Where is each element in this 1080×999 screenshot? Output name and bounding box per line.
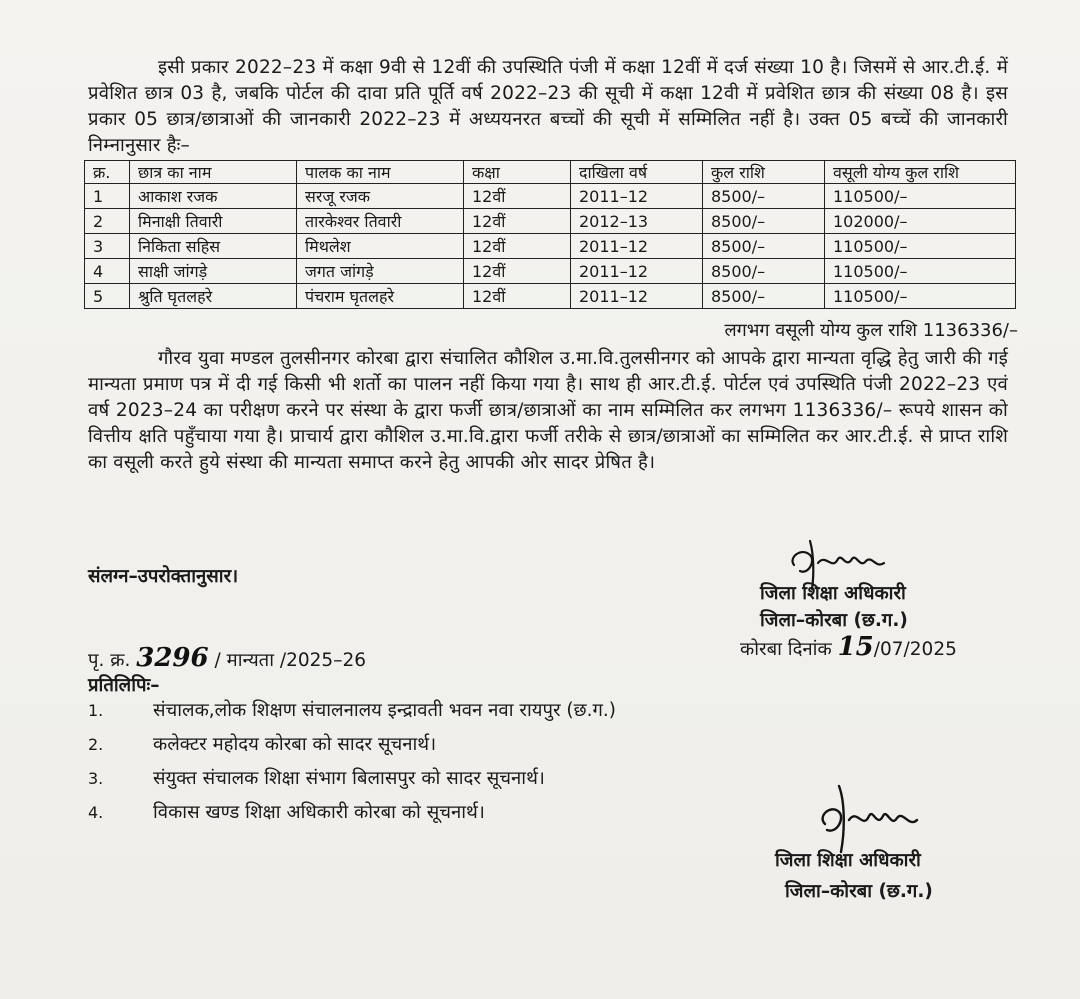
cell-serial: 3 xyxy=(85,234,130,259)
col-header-recoverable-amount: वसूली योग्य कुल राशि xyxy=(825,161,1016,184)
enclosure-note: संलग्न–उपरोक्तानुसार। xyxy=(88,566,239,587)
table-row xyxy=(85,209,1016,234)
dispatch-date xyxy=(740,634,957,663)
date-suffix: /07/2025 xyxy=(873,639,957,660)
cell-admission-year: 2011–12 xyxy=(571,284,703,309)
officer-district: जिला–कोरबा (छ.ग.) xyxy=(785,881,933,902)
list-item-number: 1. xyxy=(88,701,104,720)
cell-class: 12वीं xyxy=(464,259,571,284)
list-item xyxy=(88,694,616,728)
col-header-guardian-name: पालक का नाम xyxy=(297,161,464,184)
total-recoverable-amount: लगभग वसूली योग्य कुल राशि 1136336/– xyxy=(724,320,1018,341)
cell-guardian-name: सरजू रजक xyxy=(297,184,464,209)
table-header-row xyxy=(85,161,1016,184)
cell-student-name: निकिता सहिस xyxy=(130,234,297,259)
cell-serial: 4 xyxy=(85,259,130,284)
cell-serial: 1 xyxy=(85,184,130,209)
col-header-total-amount: कुल राशि xyxy=(703,161,825,184)
table-row xyxy=(85,234,1016,259)
list-item xyxy=(88,728,616,762)
cell-class: 12वीं xyxy=(464,184,571,209)
col-header-admission-year: दाखिला वर्ष xyxy=(571,161,703,184)
list-item-number: 4. xyxy=(88,803,104,822)
cell-admission-year: 2011–12 xyxy=(571,234,703,259)
list-item-text: विकास खण्ड शिक्षा अधिकारी कोरबा को सूचनार्थ। xyxy=(153,802,485,823)
cell-serial: 5 xyxy=(85,284,130,309)
officer-signature-block-copy xyxy=(775,845,933,907)
cell-total-amount: 8500/– xyxy=(703,184,825,209)
reference-number-handwritten: 3296 xyxy=(136,643,209,673)
cell-admission-year: 2011–12 xyxy=(571,259,703,284)
col-header-class: कक्षा xyxy=(464,161,571,184)
date-prefix: कोरबा दिनांक xyxy=(740,639,832,660)
list-item-text: कलेक्टर महोदय कोरबा को सादर सूचनार्थ। xyxy=(153,734,437,755)
list-item-text: संचालक,लोक शिक्षण संचालनालय इन्द्रावती भवन नवा रायपुर (छ.ग.) xyxy=(153,700,617,721)
cell-student-name: मिनाक्षी तिवारी xyxy=(130,209,297,234)
cell-student-name: श्रुति घृतलहरे xyxy=(130,284,297,309)
cell-total-amount: 8500/– xyxy=(703,234,825,259)
cell-recoverable-amount: 110500/– xyxy=(825,259,1016,284)
student-table xyxy=(84,160,1016,309)
table-row xyxy=(85,284,1016,309)
col-header-student-name: छात्र का नाम xyxy=(130,161,297,184)
paragraph-attendance-details xyxy=(88,55,1008,159)
cell-guardian-name: पंचराम घृतलहरे xyxy=(297,284,464,309)
list-item-number: 2. xyxy=(88,735,104,754)
list-item xyxy=(88,796,616,830)
reference-number xyxy=(88,643,366,673)
cell-total-amount: 8500/– xyxy=(703,209,825,234)
cell-guardian-name: मिथलेश xyxy=(297,234,464,259)
cell-total-amount: 8500/– xyxy=(703,284,825,309)
cell-class: 12वीं xyxy=(464,234,571,259)
date-handwritten: 15 xyxy=(837,632,874,662)
reference-suffix: / मान्यता /2025–26 xyxy=(214,650,366,671)
cell-recoverable-amount: 110500/– xyxy=(825,184,1016,209)
copy-to-list xyxy=(88,694,616,830)
col-header-serial: क्र. xyxy=(85,161,130,184)
reference-prefix: पृ. क्र. xyxy=(88,650,131,671)
list-item-text: संयुक्त संचालक शिक्षा संभाग बिलासपुर को सादर सूचनार्थ। xyxy=(153,768,545,789)
copy-to-heading: प्रतिलिपिः– xyxy=(88,675,160,696)
list-item xyxy=(88,762,616,796)
cell-admission-year: 2012–13 xyxy=(571,209,703,234)
table-row xyxy=(85,184,1016,209)
paragraph-text: इसी प्रकार 2022–23 में कक्षा 9वी से 12वीं की उपस्थिति पंजी में कक्षा 12वीं में दर्ज संख्या 10 है। जिसमें से आर.टी.ई. में प्रवेशित छात्र 03 है, जबकि पोर्टल की दावा प्रति पूर्ति वर्ष 2022–23 की सूची में कक्षा 12वी में प्रवेशित छात्र की संख्या 08 है। इस प्रकार 05 छात्र/छात्राओं की जानकारी 2022–23 में अध्ययनरत बच्चों की सूची में सम्मिलित नहीं है। उक्त 05 बच्चें की जानकारी निम्नानुसार हैः– xyxy=(88,57,1008,156)
cell-total-amount: 8500/– xyxy=(703,259,825,284)
cell-class: 12वीं xyxy=(464,209,571,234)
cell-recoverable-amount: 110500/– xyxy=(825,284,1016,309)
cell-admission-year: 2011–12 xyxy=(571,184,703,209)
paragraph-text: गौरव युवा मण्डल तुलसीनगर कोरबा द्वारा संचालित कौशिल उ.मा.वि.तुलसीनगर को आपके द्वारा मान्यता वृद्धि हेतु जारी की गई मान्यता प्रमाण पत्र में दी गई किसी भी शर्तो का पालन नहीं किया गया है। साथ ही आर.टी.ई. पोर्टल एवं उपस्थिति पंजी 2022–23 एवं वर्ष 2023–24 का परीक्षण करने पर संस्था के द्वारा फर्जी छात्र/छात्राओं का नाम सम्मिलित कर लगभग 1136336/– रूपये शासन को वित्तीय क्षति पहुँचाया गया है। प्राचार्य द्वारा कौशिल उ.मा.वि.द्वारा फर्जी तरीके से छात्र/छात्राओं का सम्मिलित कर आर.टी.ई. से प्राप्त राशि का वसूली करते हुये संस्था की मान्यता समाप्त करने हेतु आपकी ओर सादर प्रेषित है। xyxy=(88,348,1008,473)
cell-class: 12वीं xyxy=(464,284,571,309)
cell-serial: 2 xyxy=(85,209,130,234)
cell-student-name: आकाश रजक xyxy=(130,184,297,209)
cell-guardian-name: तारकेश्वर तिवारी xyxy=(297,209,464,234)
cell-guardian-name: जगत जांगड़े xyxy=(297,259,464,284)
cell-student-name: साक्षी जांगड़े xyxy=(130,259,297,284)
cell-recoverable-amount: 102000/– xyxy=(825,209,1016,234)
officer-title: जिला शिक्षा अधिकारी xyxy=(775,850,921,871)
paragraph-findings xyxy=(88,346,1008,476)
officer-title: जिला शिक्षा अधिकारी xyxy=(760,583,906,604)
cell-recoverable-amount: 110500/– xyxy=(825,234,1016,259)
officer-district: जिला–कोरबा (छ.ग.) xyxy=(760,610,908,631)
table-row xyxy=(85,259,1016,284)
list-item-number: 3. xyxy=(88,769,104,788)
officer-signature-block xyxy=(740,580,957,663)
